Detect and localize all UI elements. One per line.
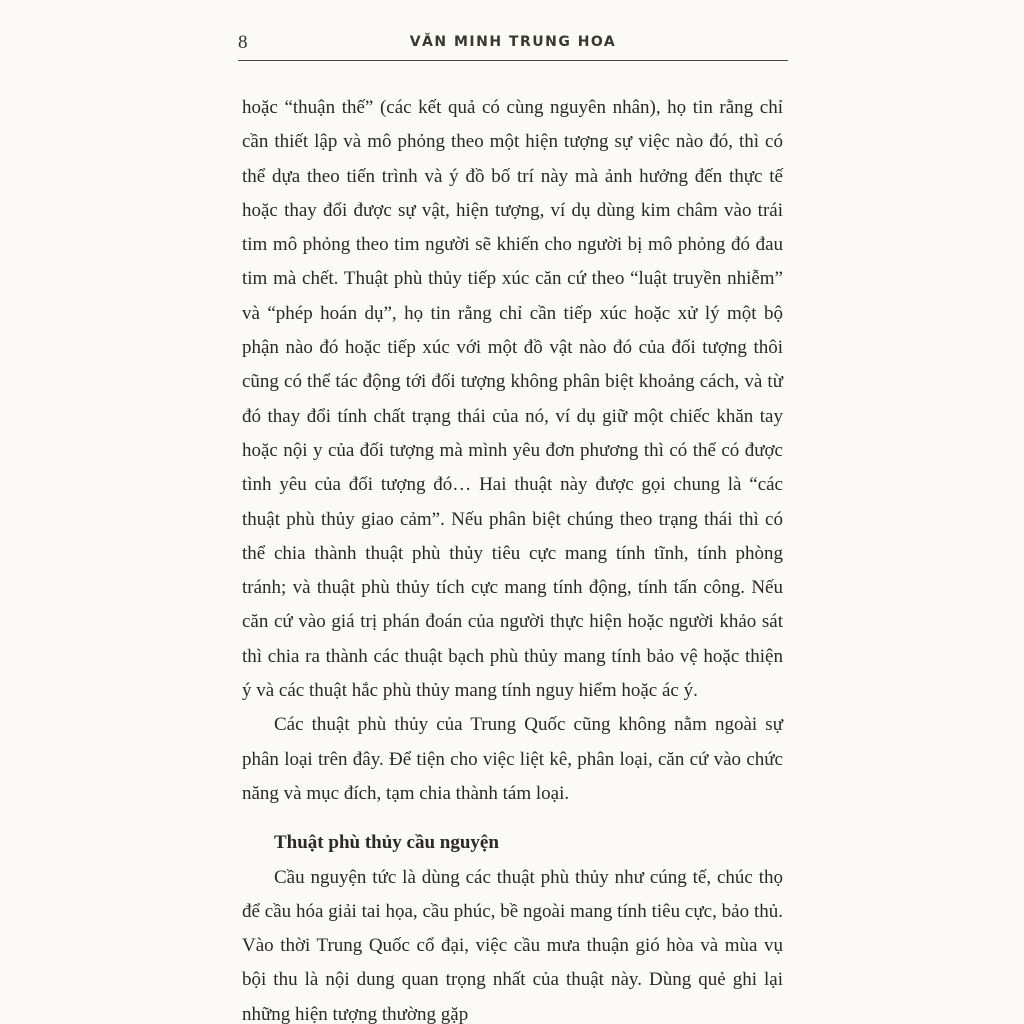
- running-title: VĂN MINH TRUNG HOA: [409, 34, 617, 50]
- page-header: [238, 30, 788, 61]
- paragraph-classification: Các thuật phù thủy của Trung Quốc cũng không nằm ngoài sự phân loại trên đây. Để tiện cho việc liệt kê, phân loại, căn cứ vào chức năng và mục đích, tạm chia thành tám loại.: [242, 714, 783, 804]
- body-text: [242, 91, 783, 1024]
- section-heading: Thuật phù thủy cầu nguyện: [274, 832, 499, 854]
- page-number: 8: [238, 32, 248, 53]
- paragraph-continued: hoặc “thuận thế” (các kết quả có cùng nguyên nhân), họ tin rằng chỉ cần thiết lập và mô phỏng theo một hiện tượng sự việc nào đó, thì có thể dựa theo tiến trình và ý đồ bố trí này mà ảnh hưởng đến thực tế hoặc thay đổi được sự vật, hiện tượng, ví dụ dùng kim châm vào trái tim mô phỏng theo tim người sẽ khiến cho người bị mô phỏng đó đau tim mà chết. Thuật phù thủy tiếp xúc căn cứ theo “luật truyền nhiễm” và “phép hoán dụ”, họ tin rằng chỉ cần tiếp xúc hoặc xử lý một bộ phận nào đó hoặc tiếp xúc với một đồ vật nào đó của đối tượng thôi cũng có thể tác động tới đối tượng không phân biệt khoảng cách, và từ đó thay đổi tính chất trạng thái của nó, ví dụ giữ một chiếc khăn tay hoặc nội y của đối tượng mà mình yêu đơn phương thì có thể có được tình yêu của đối tượng đó… Hai thuật này được gọi chung là “các thuật phù thủy giao cảm”. Nếu phân biệt chúng theo trạng thái thì có thể chia thành thuật phù thủy tiêu cực mang tính tĩnh, tính phòng tránh; và thuật phù thủy tích cực mang tính động, tính tấn công. Nếu căn cứ vào giá trị phán đoán của người thực hiện hoặc người khảo sát thì chia ra thành các thuật bạch phù thủy mang tính bảo vệ hoặc thiện ý và các thuật hắc phù thủy mang tính nguy hiểm hoặc ác ý.: [242, 97, 783, 702]
- paragraph-prayer-magic: Cầu nguyện tức là dùng các thuật phù thủy như cúng tế, chúc thọ để cầu hóa giải tai họa, cầu phúc, bề ngoài mang tính tiêu cực, bảo thủ. Vào thời Trung Quốc cổ đại, việc cầu mưa thuận gió hòa và mùa vụ bội thu là nội dung quan trọng nhất của thuật này. Dùng quẻ ghi lại những hiện tượng thường gặp: [242, 866, 783, 1024]
